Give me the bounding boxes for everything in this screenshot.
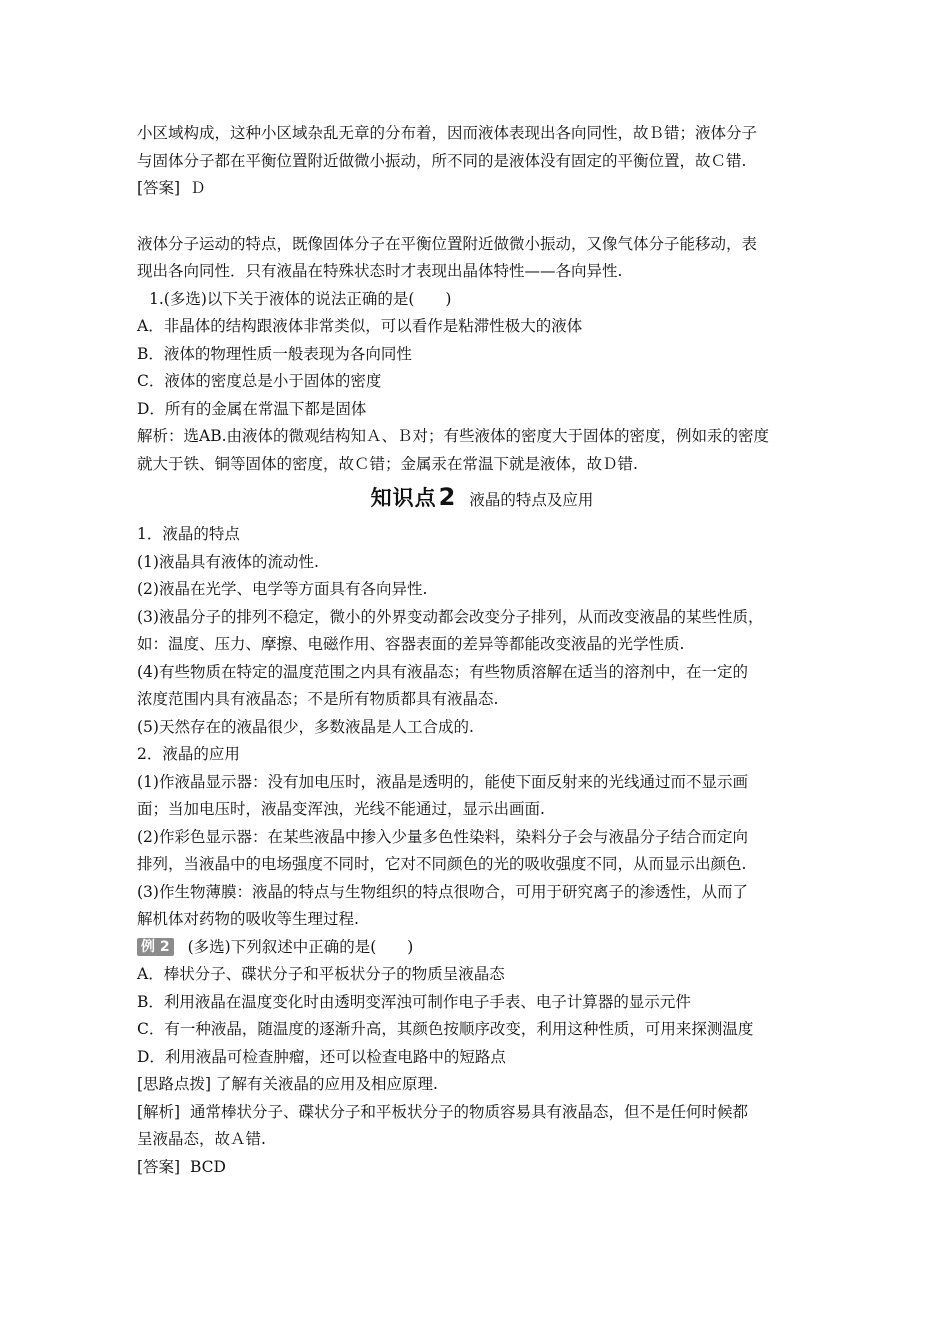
analysis-line: 解析：选AB.由液体的微观结构知Ａ、Ｂ对；有些液体的密度大于固体的密度，例如汞的密度 xyxy=(137,427,770,445)
analysis-line: 呈液晶态，故Ａ错. xyxy=(137,1130,266,1148)
example-stem-line xyxy=(137,934,827,962)
answer-line xyxy=(137,1154,827,1182)
example-badge: 例 2 xyxy=(137,938,174,956)
answer-label: [答案] xyxy=(137,179,181,197)
section-subtitle: 液晶的特点及应用 xyxy=(469,491,594,509)
answer-label: [答案] xyxy=(137,1157,181,1176)
example-stem: (多选)下列叙述中正确的是( ) xyxy=(187,937,414,956)
analysis-line: 就大于铁、铜等固体的密度，故Ｃ错；金属汞在常温下就是液体，故Ｄ错. xyxy=(137,454,638,473)
answer-value: BCD xyxy=(189,1157,226,1176)
section-heading xyxy=(137,482,827,515)
question-option: D．所有的金属在常温下都是固体 xyxy=(137,399,367,418)
question-stem: 1.(多选)以下关于液体的说法正确的是( ) xyxy=(149,289,452,308)
feature-line: (2)液晶在光学、电学等方面具有各向异性. xyxy=(137,580,428,598)
question-option: B．液体的物理性质一般表现为各向同性 xyxy=(137,344,412,363)
application-line: 排列，当液晶中的电场强度不同时，它对不同颜色的光的吸收强度不同，从而显示出颜色. xyxy=(137,855,747,873)
analysis-label: [解析] xyxy=(137,1102,181,1121)
application-line: 解机体对药物的吸收等生理过程. xyxy=(137,910,359,928)
hint-line: [思路点拨] 了解有关液晶的应用及相应原理. xyxy=(137,1075,438,1093)
subheading: 2．液晶的应用 xyxy=(137,745,240,763)
application-line: (3)作生物薄膜：液晶的特点与生物组织的特点很吻合，可用于研究离子的渗透性，从而了 xyxy=(137,882,748,901)
example-option: C．有一种液晶，随温度的逐渐升高，其颜色按顺序改变，利用这种性质，可用来探测温度 xyxy=(137,1020,754,1038)
spacer xyxy=(137,203,827,231)
section-number: 2 xyxy=(438,483,456,511)
summary-line: 现出各向同性．只有液晶在特殊状态时才表现出晶体特性——各向异性. xyxy=(137,262,623,280)
answer-line xyxy=(137,175,827,203)
example-option: A．棒状分子、碟状分子和平板状分子的物质呈液晶态 xyxy=(137,965,505,983)
feature-line: 浓度范围内具有液晶态；不是所有物质都具有液晶态. xyxy=(137,690,499,708)
feature-line: (1)液晶具有液体的流动性. xyxy=(137,552,319,571)
question-option: C．液体的密度总是小于固体的密度 xyxy=(137,372,382,390)
subheading: 1．液晶的特点 xyxy=(137,525,240,543)
feature-line: (5)天然存在的液晶很少，多数液晶是人工合成的. xyxy=(137,717,474,736)
summary-line: 液体分子运动的特点，既像固体分子在平衡位置附近做微小振动，又像气体分子能移动，表 xyxy=(137,234,758,253)
question-option: A．非晶体的结构跟液体非常类似，可以看作是粘滞性极大的液体 xyxy=(137,317,583,335)
analysis-text: 通常棒状分子、碟状分子和平板状分子的物质容易具有液晶态，但不是任何时候都 xyxy=(189,1102,748,1121)
application-line: (2)作彩色显示器：在某些液晶中掺入少量多色性染料，染料分子会与液晶分子结合而定向 xyxy=(137,827,748,846)
feature-line: (3)液晶分子的排列不稳定，微小的外界变动都会改变分子排列，从而改变液晶的某些性质， xyxy=(137,607,764,626)
section-title: 知识点 xyxy=(370,486,437,510)
application-line: (1)作液晶显示器：没有加电压时，液晶是透明的，能使下面反射来的光线通过而不显示画 xyxy=(137,772,748,791)
application-line: 面；当加电压时，液晶变浑浊，光线不能通过，显示出画面. xyxy=(137,800,545,818)
paragraph-line: 与固体分子都在平衡位置附近做微小振动，所不同的是液体没有固定的平衡位置，故Ｃ错. xyxy=(137,151,747,170)
document-body xyxy=(137,120,827,1181)
analysis-line xyxy=(137,1099,827,1127)
example-option: B．利用液晶在温度变化时由透明变浑浊可制作电子手表、电子计算器的显示元件 xyxy=(137,992,691,1011)
feature-line: (4)有些物质在特定的温度范围之内具有液晶态；有些物质溶解在适当的溶剂中，在一定的 xyxy=(137,662,748,681)
paragraph-line: 小区域构成，这种小区域杂乱无章的分布着，因而液体表现出各向同性，故Ｂ错；液体分子 xyxy=(137,124,758,142)
answer-value: Ｄ xyxy=(189,179,206,197)
example-option: D．利用液晶可检查肿瘤，还可以检查电路中的短路点 xyxy=(137,1047,506,1066)
feature-line: 如：温度、压力、摩擦、电磁作用、容器表面的差异等都能改变液晶的光学性质. xyxy=(137,635,685,653)
